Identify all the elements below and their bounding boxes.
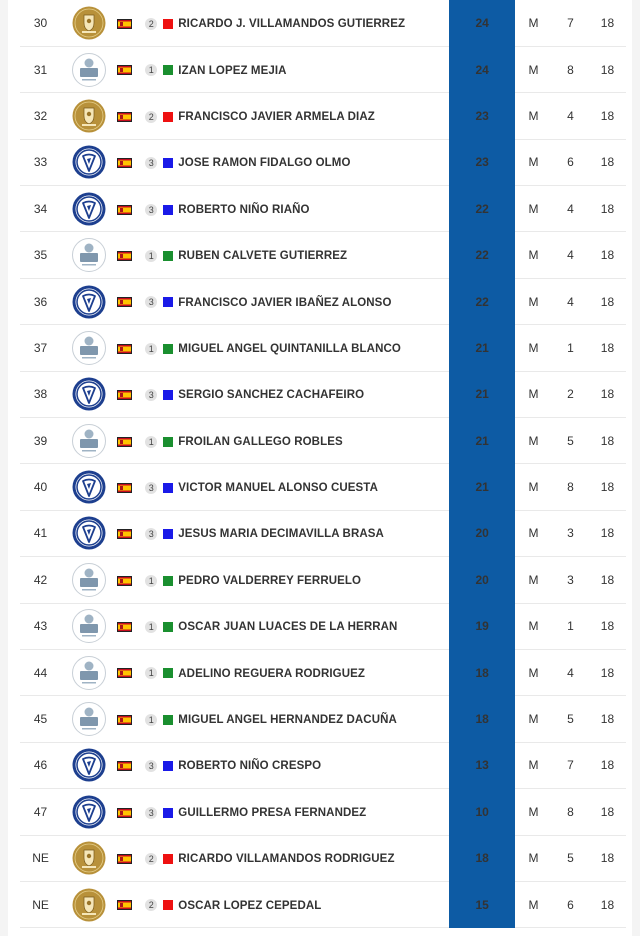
golf-ball-logo [72,609,106,643]
handicap-category-cell: 2 [552,371,589,417]
category-color-square [163,437,173,447]
player-cell[interactable] [145,742,449,788]
leaderboard-body [20,0,626,928]
sex-cell: M [515,325,552,371]
score-cell: 20 [449,510,515,556]
category-badge: 2 [145,853,157,865]
handicap-category-cell: 4 [552,649,589,695]
gold-crest-logo [72,888,106,922]
spain-flag-icon [117,65,132,75]
club-logo-cell [61,742,116,788]
player-name[interactable]: OSCAR LOPEZ CEPEDAL [178,899,322,912]
sex-cell: M [515,46,552,92]
score-cell: 24 [449,0,515,46]
position-cell: 37 [20,325,61,371]
player-cell[interactable] [145,278,449,324]
category-color-square [163,158,173,168]
category-color-square [163,390,173,400]
holes-cell: 18 [589,232,626,278]
gold-crest-logo [72,99,106,133]
sex-cell: M [515,418,552,464]
category-color-square [163,251,173,261]
category-color-square [163,808,173,818]
table-row-18[interactable] [20,835,626,881]
holes-cell: 18 [589,464,626,510]
table-row-10[interactable] [20,464,626,510]
player-name[interactable]: VICTOR MANUEL ALONSO CUESTA [178,481,378,494]
blue-pin-logo [72,516,106,550]
sex-cell: M [515,0,552,46]
handicap-category-cell: 4 [552,232,589,278]
player-cell[interactable] [145,464,449,510]
spain-flag-icon [117,19,132,29]
sex-cell: M [515,232,552,278]
gold-crest-logo [72,841,106,875]
holes-cell: 18 [589,510,626,556]
handicap-category-cell: 8 [552,789,589,835]
player-name[interactable]: ROBERTO NIÑO RIAÑO [178,203,310,216]
handicap-category-cell: 3 [552,510,589,556]
holes-cell: 18 [589,278,626,324]
score-cell: 13 [449,742,515,788]
position-cell: 36 [20,278,61,324]
sex-cell: M [515,186,552,232]
golf-ball-logo [72,53,106,87]
sex-cell: M [515,742,552,788]
player-cell[interactable] [145,696,449,742]
category-badge: 1 [145,64,157,76]
category-badge: 3 [145,760,157,772]
category-color-square [163,112,173,122]
position-cell: 38 [20,371,61,417]
spain-flag-icon [117,205,132,215]
spain-flag-icon [117,529,132,539]
score-cell: 22 [449,278,515,324]
score-cell: 21 [449,464,515,510]
player-name[interactable]: PEDRO VALDERREY FERRUELO [178,574,362,587]
handicap-category-cell: 7 [552,0,589,46]
category-color-square [163,344,173,354]
handicap-category-cell: 4 [552,93,589,139]
club-logo-cell [61,93,116,139]
sex-cell: M [515,278,552,324]
handicap-category-cell: 5 [552,418,589,464]
spain-flag-icon [117,668,132,678]
category-color-square [163,65,173,75]
player-name[interactable]: ROBERTO NIÑO CRESPO [178,760,322,773]
player-cell[interactable] [145,418,449,464]
category-color-square [163,715,173,725]
spain-flag-icon [117,622,132,632]
holes-cell: 18 [589,696,626,742]
flag-cell [117,278,146,324]
score-cell: 22 [449,232,515,278]
club-logo-cell [61,278,116,324]
club-logo-cell [61,789,116,835]
flag-cell [117,371,146,417]
player-name[interactable]: MIGUEL ANGEL HERNANDEZ DACUÑA [178,713,397,726]
table-row-15[interactable] [20,696,626,742]
table-row-8[interactable] [20,371,626,417]
position-cell: NE [20,881,61,927]
position-cell: 44 [20,649,61,695]
sex-cell: M [515,603,552,649]
club-logo-cell [61,371,116,417]
category-badge: 2 [145,899,157,911]
flag-cell [117,696,146,742]
player-name[interactable]: RICARDO VILLAMANDOS RODRIGUEZ [178,853,395,866]
holes-cell: 18 [589,742,626,788]
club-logo-cell [61,0,116,46]
club-logo-cell [61,325,116,371]
handicap-category-cell: 7 [552,742,589,788]
sex-cell: M [515,789,552,835]
spain-flag-icon [117,761,132,771]
flag-cell [117,46,146,92]
flag-cell [117,93,146,139]
flag-cell [117,649,146,695]
category-badge: 1 [145,621,157,633]
category-color-square [163,297,173,307]
player-cell[interactable] [145,649,449,695]
category-badge: 3 [145,389,157,401]
blue-pin-logo [72,470,106,504]
category-badge: 3 [145,204,157,216]
player-name[interactable]: GUILLERMO PRESA FERNANDEZ [178,806,367,819]
position-cell: 32 [20,93,61,139]
category-badge: 1 [145,250,157,262]
flag-cell [117,881,146,927]
player-cell[interactable] [145,881,449,927]
sex-cell: M [515,510,552,556]
player-cell[interactable] [145,371,449,417]
position-cell: NE [20,835,61,881]
category-badge: 1 [145,575,157,587]
flag-cell [117,557,146,603]
spain-flag-icon [117,344,132,354]
flag-cell [117,835,146,881]
flag-cell [117,603,146,649]
sex-cell: M [515,371,552,417]
golf-ball-logo [72,331,106,365]
holes-cell: 18 [589,557,626,603]
holes-cell: 18 [589,603,626,649]
category-badge: 1 [145,436,157,448]
golf-ball-logo [72,656,106,690]
player-name[interactable]: SERGIO SANCHEZ CACHAFEIRO [178,389,365,402]
spain-flag-icon [117,297,132,307]
blue-pin-logo [72,145,106,179]
sex-cell: M [515,557,552,603]
category-badge: 1 [145,343,157,355]
position-cell: 30 [20,0,61,46]
score-cell: 21 [449,325,515,371]
spain-flag-icon [117,112,132,122]
sex-cell: M [515,835,552,881]
player-name[interactable]: RICARDO J. VILLAMANDOS GUTIERREZ [178,17,406,30]
flag-cell [117,232,146,278]
category-color-square [163,900,173,910]
score-cell: 21 [449,418,515,464]
holes-cell: 18 [589,46,626,92]
table-row-12[interactable] [20,557,626,603]
table-row-16[interactable] [20,742,626,788]
table-row-3[interactable] [20,139,626,185]
score-cell: 10 [449,789,515,835]
category-color-square [163,19,173,29]
position-cell: 45 [20,696,61,742]
flag-cell [117,510,146,556]
player-cell[interactable] [145,93,449,139]
score-cell: 18 [449,835,515,881]
flag-cell [117,418,146,464]
handicap-category-cell: 4 [552,278,589,324]
category-color-square [163,761,173,771]
table-row-0[interactable] [20,0,626,46]
gold-crest-logo [72,6,106,40]
club-logo-cell [61,232,116,278]
table-row-11[interactable] [20,510,626,556]
player-cell[interactable] [145,0,449,46]
handicap-category-cell: 8 [552,464,589,510]
category-color-square [163,529,173,539]
club-logo-cell [61,510,116,556]
position-cell: 31 [20,46,61,92]
club-logo-cell [61,418,116,464]
table-row-9[interactable] [20,418,626,464]
club-logo-cell [61,46,116,92]
holes-cell: 18 [589,186,626,232]
sex-cell: M [515,696,552,742]
table-row-17[interactable] [20,789,626,835]
table-row-13[interactable] [20,603,626,649]
blue-pin-logo [72,285,106,319]
flag-cell [117,789,146,835]
category-color-square [163,668,173,678]
player-name[interactable]: RUBEN CALVETE GUTIERREZ [178,249,348,262]
club-logo-cell [61,649,116,695]
table-row-1[interactable] [20,46,626,92]
blue-pin-logo [72,377,106,411]
leaderboard-table [20,0,626,928]
spain-flag-icon [117,576,132,586]
holes-cell: 18 [589,418,626,464]
handicap-category-cell: 3 [552,557,589,603]
category-color-square [163,205,173,215]
table-row-14[interactable] [20,649,626,695]
spain-flag-icon [117,715,132,725]
sex-cell: M [515,93,552,139]
player-name[interactable]: JESUS MARIA DECIMAVILLA BRASA [178,528,384,541]
score-cell: 21 [449,371,515,417]
blue-pin-logo [72,748,106,782]
player-cell[interactable] [145,510,449,556]
player-cell[interactable] [145,139,449,185]
holes-cell: 18 [589,0,626,46]
position-cell: 39 [20,418,61,464]
handicap-category-cell: 5 [552,835,589,881]
position-cell: 34 [20,186,61,232]
player-cell[interactable] [145,835,449,881]
player-cell[interactable] [145,789,449,835]
sex-cell: M [515,139,552,185]
player-name[interactable]: FRANCISCO JAVIER ARMELA DIAZ [178,110,375,123]
player-name[interactable]: MIGUEL ANGEL QUINTANILLA BLANCO [178,342,401,355]
club-logo-cell [61,139,116,185]
position-cell: 47 [20,789,61,835]
player-name[interactable]: IZAN LOPEZ MEJIA [178,64,287,77]
handicap-category-cell: 1 [552,325,589,371]
player-cell[interactable] [145,46,449,92]
position-cell: 43 [20,603,61,649]
position-cell: 41 [20,510,61,556]
score-cell: 20 [449,557,515,603]
club-logo-cell [61,603,116,649]
blue-pin-logo [72,795,106,829]
position-cell: 40 [20,464,61,510]
category-color-square [163,854,173,864]
leaderboard-card [8,0,632,936]
golf-ball-logo [72,563,106,597]
table-row-4[interactable] [20,186,626,232]
table-row-5[interactable] [20,232,626,278]
holes-cell: 18 [589,789,626,835]
holes-cell: 18 [589,325,626,371]
player-name[interactable]: FROILAN GALLEGO ROBLES [178,435,343,448]
spain-flag-icon [117,390,132,400]
sex-cell: M [515,881,552,927]
category-badge: 1 [145,714,157,726]
player-name[interactable]: JOSE RAMON FIDALGO OLMO [178,157,351,170]
golf-ball-logo [72,238,106,272]
blue-pin-logo [72,192,106,226]
player-cell[interactable] [145,325,449,371]
category-color-square [163,576,173,586]
player-cell[interactable] [145,186,449,232]
handicap-category-cell: 5 [552,696,589,742]
score-cell: 18 [449,649,515,695]
position-cell: 33 [20,139,61,185]
flag-cell [117,464,146,510]
score-cell: 15 [449,881,515,927]
handicap-category-cell: 6 [552,881,589,927]
spain-flag-icon [117,854,132,864]
flag-cell [117,139,146,185]
holes-cell: 18 [589,139,626,185]
player-name[interactable]: OSCAR JUAN LUACES DE LA HERRAN [178,621,398,634]
club-logo-cell [61,557,116,603]
score-cell: 19 [449,603,515,649]
table-row-19[interactable] [20,881,626,927]
handicap-category-cell: 8 [552,46,589,92]
handicap-category-cell: 4 [552,186,589,232]
holes-cell: 18 [589,649,626,695]
score-cell: 23 [449,139,515,185]
holes-cell: 18 [589,371,626,417]
table-row-6[interactable] [20,278,626,324]
player-cell[interactable] [145,232,449,278]
handicap-category-cell: 6 [552,139,589,185]
spain-flag-icon [117,158,132,168]
position-cell: 46 [20,742,61,788]
club-logo-cell [61,464,116,510]
holes-cell: 18 [589,835,626,881]
category-color-square [163,483,173,493]
flag-cell [117,186,146,232]
club-logo-cell [61,186,116,232]
score-cell: 23 [449,93,515,139]
holes-cell: 18 [589,881,626,927]
spain-flag-icon [117,808,132,818]
club-logo-cell [61,696,116,742]
category-badge: 2 [145,18,157,30]
score-cell: 22 [449,186,515,232]
category-badge: 3 [145,807,157,819]
score-cell: 18 [449,696,515,742]
position-cell: 42 [20,557,61,603]
category-badge: 2 [145,111,157,123]
spain-flag-icon [117,437,132,447]
category-badge: 3 [145,296,157,308]
score-cell: 24 [449,46,515,92]
player-cell[interactable] [145,557,449,603]
spain-flag-icon [117,251,132,261]
sex-cell: M [515,649,552,695]
flag-cell [117,742,146,788]
club-logo-cell [61,835,116,881]
spain-flag-icon [117,483,132,493]
position-cell: 35 [20,232,61,278]
category-badge: 1 [145,667,157,679]
handicap-category-cell: 1 [552,603,589,649]
flag-cell [117,0,146,46]
category-badge: 3 [145,528,157,540]
player-name[interactable]: FRANCISCO JAVIER IBAÑEZ ALONSO [178,296,392,309]
player-cell[interactable] [145,603,449,649]
golf-ball-logo [72,424,106,458]
club-logo-cell [61,881,116,927]
golf-ball-logo [72,702,106,736]
table-row-7[interactable] [20,325,626,371]
sex-cell: M [515,464,552,510]
table-row-2[interactable] [20,93,626,139]
holes-cell: 18 [589,93,626,139]
flag-cell [117,325,146,371]
category-badge: 3 [145,157,157,169]
category-color-square [163,622,173,632]
category-badge: 3 [145,482,157,494]
player-name[interactable]: ADELINO REGUERA RODRIGUEZ [178,667,366,680]
spain-flag-icon [117,900,132,910]
